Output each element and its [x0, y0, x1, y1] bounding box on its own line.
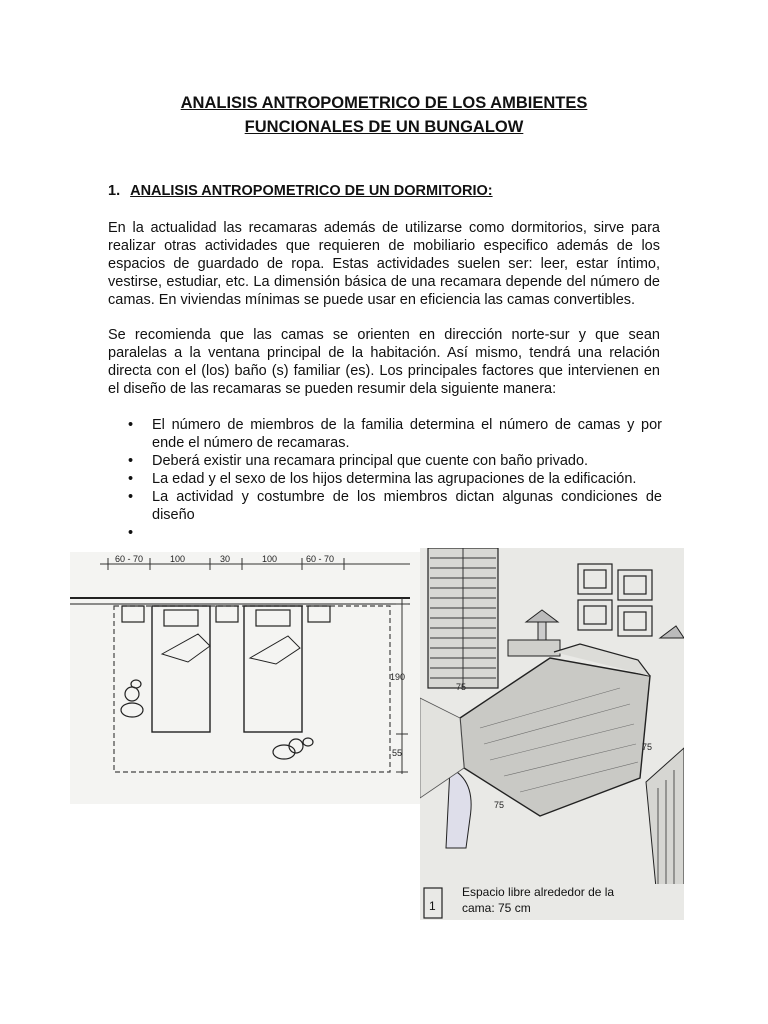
bullet-item: [128, 416, 662, 452]
bullet-text: La edad y el sexo de los hijos determina las agrupaciones de la edificación.: [152, 471, 637, 487]
clearance-label: 75: [494, 800, 505, 810]
bullet-glyph: •: [128, 453, 134, 469]
clearance-label: 75: [456, 682, 467, 692]
bullet-text: El número de miembros de la familia determina el número de camas y por ende el número de recamaras.: [152, 417, 662, 451]
document-title-line-2: FUNCIONALES DE UN BUNGALOW: [244, 118, 524, 136]
figure-caption-line-2: cama: 75 cm: [462, 901, 531, 915]
bullet-text: La actividad y costumbre de los miembros dictan algunas condiciones de diseño: [152, 489, 662, 523]
bullet-text: Deberá existir una recamara principal que cuente con baño privado.: [152, 453, 589, 469]
dim-label-top: 60 - 70: [115, 554, 144, 564]
bullet-list: [128, 416, 662, 541]
paragraph-1: En la actualidad las recamaras además de utilizarse como dormitorios, sirve para realizar otras actividades que requieren de mobiliario especifico además de los espacios de guardado de ropa. Estas actividades suelen ser: leer, estar íntimo, vestirse, estudiar, etc. La dimensión básica de una recamara depende del número de camas. En viviendas mínimas se puede usar en eficiencia las camas convertibles.: [108, 220, 660, 308]
bullet-glyph: •: [128, 417, 134, 433]
dim-label-side: 55: [392, 748, 403, 758]
bedroom-perspective-figure: [420, 548, 684, 920]
paragraph-2: Se recomienda que las camas se orienten en dirección norte-sur y que sean paralelas a la ventana principal de la habitación. Así mismo, tendrá una relación directa con el (los) baño (s) familiar (es). Los principales factores que intervienen en el diseño de las recamaras se pueden resumir dela siguiente manera:: [108, 327, 660, 397]
dim-label-top: 60 - 70: [306, 554, 335, 564]
bedroom-plan-figure: [70, 552, 420, 804]
document-title-line-1: ANALISIS ANTROPOMETRICO DE LOS AMBIENTES: [180, 94, 588, 112]
figure-caption-line-1: Espacio libre alrededor de la: [462, 885, 615, 899]
dim-label-top: 30: [220, 554, 231, 564]
bullet-glyph: •: [128, 489, 134, 505]
panel-number: 1: [429, 899, 436, 913]
section-heading-text: ANALISIS ANTROPOMETRICO DE UN DORMITORIO:: [130, 183, 493, 199]
section-heading: [108, 183, 493, 199]
dim-label-side: 190: [390, 672, 406, 682]
dim-label-top: 100: [262, 554, 278, 564]
bullet-glyph: •: [128, 471, 134, 487]
bullet-glyph: •: [128, 525, 134, 541]
bullet-item: [128, 470, 662, 488]
dim-label-top: 100: [170, 554, 186, 564]
bullet-item: [128, 488, 662, 524]
bullet-item: [128, 452, 662, 470]
clearance-label: 75: [642, 742, 653, 752]
section-number: 1.: [108, 183, 121, 199]
